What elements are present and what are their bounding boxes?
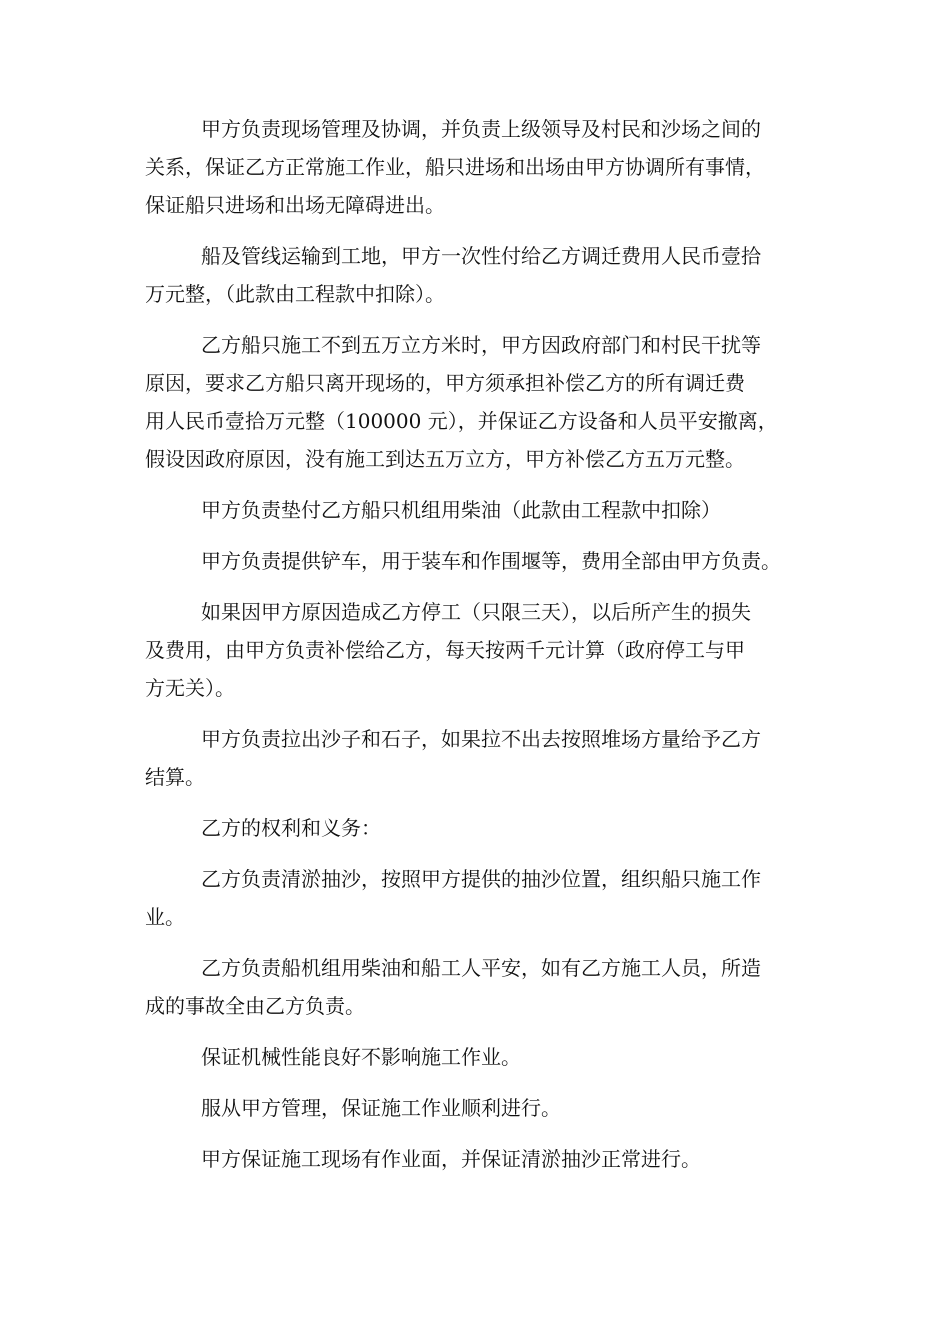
text-line: 结算。 bbox=[145, 765, 205, 789]
text-line: 甲方负责垫付乙方船只机组用柴油（此款由工程款中扣除） bbox=[201, 498, 721, 522]
text-line: 保证船只进场和出场无障碍进出。 bbox=[145, 193, 445, 217]
text-line: 船及管线运输到工地，甲方一次性付给乙方调迁费用人民币壹拾 bbox=[201, 244, 761, 268]
paragraph-safety bbox=[145, 949, 810, 1025]
text-line: 业。 bbox=[145, 905, 185, 929]
text-line: 方无关）。 bbox=[145, 676, 235, 700]
text-line: 乙方的权利和义务： bbox=[201, 816, 381, 840]
document-body bbox=[145, 110, 810, 1191]
text-line: 用人民币壹拾万元整（100000 元），并保证乙方设备和人员平安撤离， bbox=[145, 409, 778, 433]
section-heading-party-b-rights bbox=[145, 809, 810, 847]
text-line: 甲方负责拉出沙子和石子，如果拉不出去按照堆场方量给予乙方 bbox=[201, 727, 761, 751]
paragraph-sand-removal bbox=[145, 720, 810, 796]
paragraph-work-stoppage bbox=[145, 593, 810, 707]
text-line: 甲方保证施工现场有作业面，并保证清淤抽沙正常进行。 bbox=[201, 1147, 701, 1171]
text-line: 万元整，（此款由工程款中扣除）。 bbox=[145, 282, 445, 306]
text-line: 甲方负责现场管理及协调，并负责上级领导及村民和沙场之间的 bbox=[201, 117, 761, 141]
text-line: 甲方负责提供铲车，用于装车和作围堰等，费用全部由甲方负责。 bbox=[201, 549, 781, 573]
paragraph-obey-management bbox=[145, 1089, 810, 1127]
text-line: 服从甲方管理，保证施工作业顺利进行。 bbox=[201, 1096, 561, 1120]
text-line: 乙方负责船机组用柴油和船工人平安，如有乙方施工人员，所造 bbox=[201, 956, 761, 980]
text-line: 关系，保证乙方正常施工作业，船只进场和出场由甲方协调所有事情， bbox=[145, 155, 765, 179]
paragraph-compensation bbox=[145, 326, 810, 478]
text-line: 保证机械性能良好不影响施工作业。 bbox=[201, 1045, 521, 1069]
paragraph-diesel-advance bbox=[145, 491, 810, 529]
text-line: 及费用，由甲方负责补偿给乙方，每天按两千元计算（政府停工与甲 bbox=[145, 638, 745, 662]
paragraph-work-surface bbox=[145, 1140, 810, 1178]
paragraph-relocation-fee bbox=[145, 237, 810, 313]
text-line: 乙方船只施工不到五万立方米时，甲方因政府部门和村民干扰等 bbox=[201, 333, 761, 357]
paragraph-dredging bbox=[145, 860, 810, 936]
text-line: 原因，要求乙方船只离开现场的，甲方须承担补偿乙方的所有调迁费 bbox=[145, 371, 745, 395]
paragraph-machinery bbox=[145, 1038, 810, 1076]
text-line: 乙方负责清淤抽沙，按照甲方提供的抽沙位置，组织船只施工作 bbox=[201, 867, 761, 891]
text-line: 成的事故全由乙方负责。 bbox=[145, 994, 365, 1018]
paragraph-loader bbox=[145, 542, 810, 580]
text-line: 假设因政府原因，没有施工到达五万立方，甲方补偿乙方五万元整。 bbox=[145, 447, 745, 471]
paragraph-site-management bbox=[145, 110, 810, 224]
text-line: 如果因甲方原因造成乙方停工（只限三天），以后所产生的损失 bbox=[201, 600, 751, 624]
